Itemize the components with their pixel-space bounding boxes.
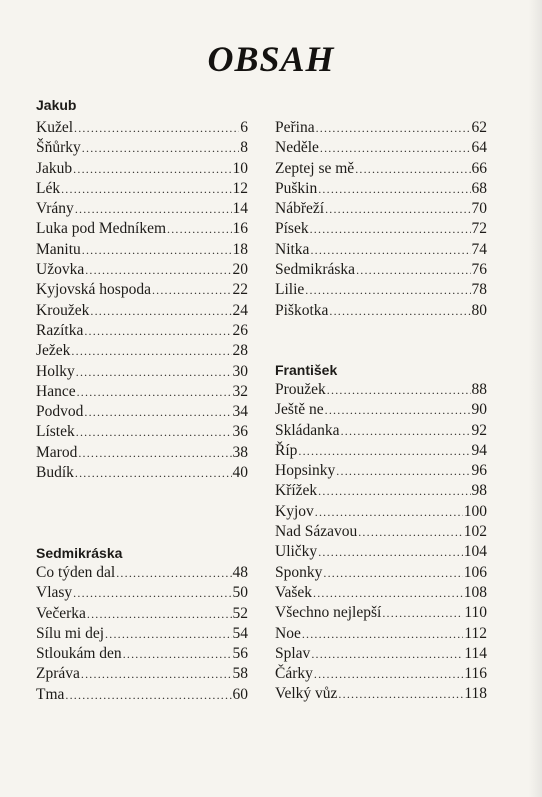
toc-entry-title: Vrány — [36, 200, 74, 218]
toc-entry-page-number: 106 — [463, 563, 487, 581]
toc-entry-title: Uličky — [275, 543, 318, 561]
toc-entry — [275, 624, 487, 644]
toc-entry — [36, 219, 248, 239]
toc-dot-leader — [90, 301, 231, 321]
toc-entry-page-number: 60 — [232, 685, 248, 703]
toc-entry-page-number: 8 — [240, 139, 248, 157]
toc-entry — [275, 684, 487, 704]
toc-entry-page-number: 66 — [471, 159, 487, 177]
toc-entry — [275, 583, 487, 603]
toc-entry — [36, 644, 248, 664]
toc-entry — [36, 118, 248, 138]
toc-dot-leader — [320, 138, 471, 158]
toc-entry-page-number: 40 — [232, 464, 248, 482]
toc-dot-leader — [71, 341, 231, 361]
toc-dot-leader — [76, 422, 232, 442]
toc-dot-leader — [123, 644, 232, 664]
toc-entry-title: Razítka — [36, 321, 84, 339]
toc-dot-leader — [105, 624, 231, 644]
toc-entry-page-number: 98 — [471, 482, 487, 500]
toc-entry-page-number: 6 — [240, 119, 248, 136]
toc-dot-leader — [152, 280, 232, 300]
toc-entry — [275, 159, 487, 179]
toc-dot-leader — [75, 463, 232, 483]
toc-entry-page-number: 70 — [471, 200, 487, 218]
section-frantisek-entries — [275, 380, 487, 705]
toc-entry-page-number: 94 — [471, 441, 487, 459]
toc-dot-leader — [84, 321, 231, 341]
toc-entry-page-number: 10 — [232, 159, 248, 177]
toc-entry-title: Křížek — [275, 482, 318, 500]
toc-entry-page-number: 112 — [464, 624, 487, 642]
toc-dot-leader — [313, 583, 463, 603]
toc-entry-title: Splav — [275, 644, 311, 662]
toc-entry-title: Čárky — [275, 665, 313, 683]
toc-entry-page-number: 34 — [232, 403, 248, 421]
toc-entry-title: Marod — [36, 443, 78, 461]
toc-entry-page-number: 58 — [232, 665, 248, 683]
toc-dot-leader — [355, 159, 470, 179]
toc-entry-page-number: 50 — [232, 584, 248, 602]
section-heading-sedmikraska: Sedmikráska — [36, 545, 123, 561]
toc-dot-leader — [61, 179, 231, 199]
toc-entry-title: Luka pod Medníkem — [36, 220, 167, 238]
toc-entry-page-number: 24 — [232, 301, 248, 319]
toc-entry-page-number: 110 — [464, 604, 487, 622]
toc-entry-title: Noe — [275, 624, 301, 642]
toc-entry-title: Zeptej se mě — [275, 159, 355, 177]
section-heading-jakub: Jakub — [36, 97, 77, 113]
toc-entry — [275, 563, 487, 583]
toc-entry-page-number: 20 — [232, 261, 248, 279]
toc-entry-title: Proužek — [275, 381, 326, 398]
toc-entry-title: Sponky — [275, 563, 323, 581]
toc-entry-page-number: 38 — [232, 443, 248, 461]
toc-entry — [36, 664, 248, 684]
toc-entry-page-number: 18 — [232, 240, 248, 258]
toc-entry — [36, 583, 248, 603]
toc-entry — [36, 402, 248, 422]
toc-dot-leader — [356, 260, 470, 280]
toc-entry-title: Písek — [275, 220, 309, 238]
toc-entry — [36, 341, 248, 361]
toc-entry-page-number: 16 — [232, 220, 248, 238]
toc-entry-title: Nitka — [275, 240, 310, 258]
toc-entry-page-number: 54 — [232, 624, 248, 642]
toc-entry — [275, 421, 487, 441]
toc-entry — [275, 603, 487, 623]
toc-entry — [275, 664, 487, 684]
toc-entry-page-number: 102 — [463, 523, 487, 541]
toc-entry-page-number: 22 — [232, 281, 248, 299]
toc-dot-leader — [315, 502, 463, 522]
toc-entry-title: Manitu — [36, 240, 81, 258]
toc-entry — [36, 179, 248, 199]
toc-entry — [275, 380, 487, 400]
toc-entry-page-number: 52 — [232, 604, 248, 622]
toc-entry-page-number: 96 — [471, 462, 487, 480]
toc-entry-page-number: 80 — [471, 301, 487, 319]
toc-dot-leader — [77, 382, 232, 402]
toc-entry-title: Hance — [36, 382, 76, 400]
toc-entry — [36, 199, 248, 219]
toc-entry-title: Kyjovská hospoda — [36, 281, 151, 299]
page-edge-shadow — [528, 0, 542, 797]
toc-entry-page-number: 90 — [471, 401, 487, 419]
toc-entry-title: Piškotka — [275, 301, 329, 319]
toc-entry-title: Večerka — [36, 604, 86, 622]
toc-entry-title: Tma — [36, 685, 65, 703]
toc-entry-title: Sedmikráska — [275, 261, 356, 279]
toc-entry — [275, 644, 487, 664]
toc-dot-leader — [329, 301, 470, 321]
toc-entry-page-number: 92 — [471, 421, 487, 439]
toc-entry — [275, 461, 487, 481]
toc-entry — [36, 301, 248, 321]
toc-entry-page-number: 104 — [463, 543, 487, 561]
toc-dot-leader — [74, 118, 239, 138]
toc-entry-title: Vlasy — [36, 584, 73, 602]
toc-dot-leader — [82, 240, 232, 260]
toc-dot-leader — [116, 563, 231, 583]
toc-dot-leader — [310, 219, 471, 239]
toc-dot-leader — [327, 380, 471, 400]
toc-entry — [275, 199, 487, 219]
section-jakub-entries — [36, 118, 248, 483]
toc-entry-page-number: 76 — [471, 261, 487, 279]
toc-entry-page-number: 116 — [464, 665, 487, 683]
toc-entry-title: Užovka — [36, 261, 85, 279]
toc-entry — [275, 522, 487, 542]
toc-entry — [275, 219, 487, 239]
toc-entry-page-number: 114 — [464, 644, 487, 662]
page-title: OBSAH — [207, 39, 335, 79]
toc-entry-page-number: 14 — [232, 200, 248, 218]
toc-dot-leader — [325, 400, 471, 420]
toc-entry — [275, 179, 487, 199]
toc-entry-page-number: 72 — [471, 220, 487, 238]
toc-entry-title: Všechno nejlepší — [275, 604, 382, 622]
toc-entry-title: Zpráva — [36, 665, 80, 683]
toc-entry-page-number: 32 — [232, 382, 248, 400]
toc-entry — [36, 563, 248, 583]
toc-entry-title: Říp — [275, 441, 298, 459]
toc-dot-leader — [302, 624, 463, 644]
toc-dot-leader — [78, 443, 231, 463]
toc-entry — [36, 624, 248, 644]
toc-dot-leader — [76, 362, 232, 382]
toc-entry — [275, 260, 487, 280]
toc-entry — [275, 280, 487, 300]
toc-entry-title: Kužel — [36, 119, 74, 136]
toc-dot-leader — [314, 664, 463, 684]
toc-dot-leader — [341, 421, 471, 441]
toc-entry-page-number: 108 — [463, 583, 487, 601]
toc-dot-leader — [338, 684, 463, 704]
toc-dot-leader — [318, 542, 463, 562]
toc-entry-title: Hopsinky — [275, 462, 336, 480]
toc-entry-title: Velký vůz — [275, 685, 338, 703]
toc-entry-title: Nad Sázavou — [275, 523, 358, 541]
toc-entry-page-number: 30 — [232, 362, 248, 380]
toc-entry-title: Vašek — [275, 583, 313, 601]
toc-entry — [275, 502, 487, 522]
toc-entry-title: Kyjov — [275, 502, 314, 520]
toc-dot-leader — [358, 522, 463, 542]
toc-entry-title: Lék — [36, 179, 61, 197]
toc-dot-leader — [318, 481, 470, 501]
toc-dot-leader — [167, 219, 231, 239]
toc-entry-page-number: 68 — [471, 179, 487, 197]
toc-entry — [36, 685, 248, 705]
toc-entry-page-number: 78 — [471, 281, 487, 299]
section-continued-entries — [275, 118, 487, 321]
toc-entry — [36, 604, 248, 624]
toc-entry-page-number: 100 — [463, 502, 487, 520]
toc-dot-leader — [336, 461, 470, 481]
toc-entry — [36, 159, 248, 179]
toc-entry-title: Neděle — [275, 139, 319, 157]
toc-entry-page-number: 12 — [232, 179, 248, 197]
toc-dot-leader — [382, 603, 463, 623]
section-sedmikraska-entries — [36, 563, 248, 705]
toc-entry-title: Stloukám den — [36, 645, 122, 663]
toc-dot-leader — [305, 280, 470, 300]
toc-dot-leader — [84, 402, 231, 422]
toc-entry-page-number: 74 — [471, 240, 487, 258]
toc-entry-page-number: 118 — [464, 685, 487, 703]
toc-entry — [275, 441, 487, 461]
toc-dot-leader — [75, 199, 232, 219]
toc-dot-leader — [298, 441, 470, 461]
toc-entry — [36, 382, 248, 402]
toc-entry-page-number: 64 — [471, 139, 487, 157]
toc-entry-page-number: 56 — [232, 645, 248, 663]
toc-entry — [275, 542, 487, 562]
toc-entry — [275, 138, 487, 158]
toc-entry-page-number: 28 — [232, 342, 248, 360]
toc-entry — [36, 443, 248, 463]
toc-dot-leader — [81, 664, 232, 684]
toc-entry-title: Peřina — [275, 119, 315, 136]
toc-dot-leader — [82, 138, 239, 158]
toc-dot-leader — [318, 179, 470, 199]
toc-entry-page-number: 36 — [232, 423, 248, 441]
toc-dot-leader — [73, 159, 231, 179]
toc-dot-leader — [323, 563, 462, 583]
section-heading-frantisek: František — [275, 362, 338, 378]
toc-entry — [275, 118, 487, 138]
toc-entry — [36, 422, 248, 442]
toc-entry-title: Šňůrky — [36, 139, 81, 157]
toc-entry-title: Ježek — [36, 342, 71, 360]
toc-entry — [275, 481, 487, 501]
toc-dot-leader — [311, 644, 463, 664]
toc-entry — [36, 240, 248, 260]
toc-entry-page-number: 48 — [232, 564, 248, 581]
toc-entry-title: Puškin — [275, 179, 318, 197]
toc-dot-leader — [87, 604, 232, 624]
toc-entry — [36, 362, 248, 382]
toc-dot-leader — [65, 685, 231, 705]
toc-entry-title: Ještě ne — [275, 401, 324, 419]
toc-entry-title: Podvod — [36, 403, 84, 421]
toc-entry-page-number: 88 — [471, 381, 487, 398]
toc-entry-page-number: 26 — [232, 321, 248, 339]
toc-dot-leader — [325, 199, 470, 219]
toc-entry-title: Kroužek — [36, 301, 90, 319]
toc-entry — [36, 138, 248, 158]
toc-entry — [275, 400, 487, 420]
toc-entry — [275, 240, 487, 260]
toc-entry-title: Holky — [36, 362, 75, 380]
toc-entry — [36, 260, 248, 280]
toc-entry-title: Jakub — [36, 159, 73, 177]
toc-entry — [36, 463, 248, 483]
toc-dot-leader — [85, 260, 231, 280]
toc-dot-leader — [73, 583, 231, 603]
toc-entry-title: Nábřeží — [275, 200, 325, 218]
toc-entry — [36, 280, 248, 300]
toc-entry — [275, 301, 487, 321]
toc-entry-page-number: 62 — [471, 119, 487, 136]
toc-entry-title: Skládanka — [275, 421, 340, 439]
toc-entry-title: Lilie — [275, 281, 305, 299]
toc-entry — [36, 321, 248, 341]
toc-entry-title: Lístek — [36, 423, 75, 441]
toc-entry-title: Sílu mi dej — [36, 624, 105, 642]
toc-dot-leader — [310, 240, 470, 260]
toc-entry-title: Budík — [36, 464, 74, 482]
toc-dot-leader — [316, 118, 471, 138]
toc-entry-title: Co týden dal — [36, 564, 116, 581]
